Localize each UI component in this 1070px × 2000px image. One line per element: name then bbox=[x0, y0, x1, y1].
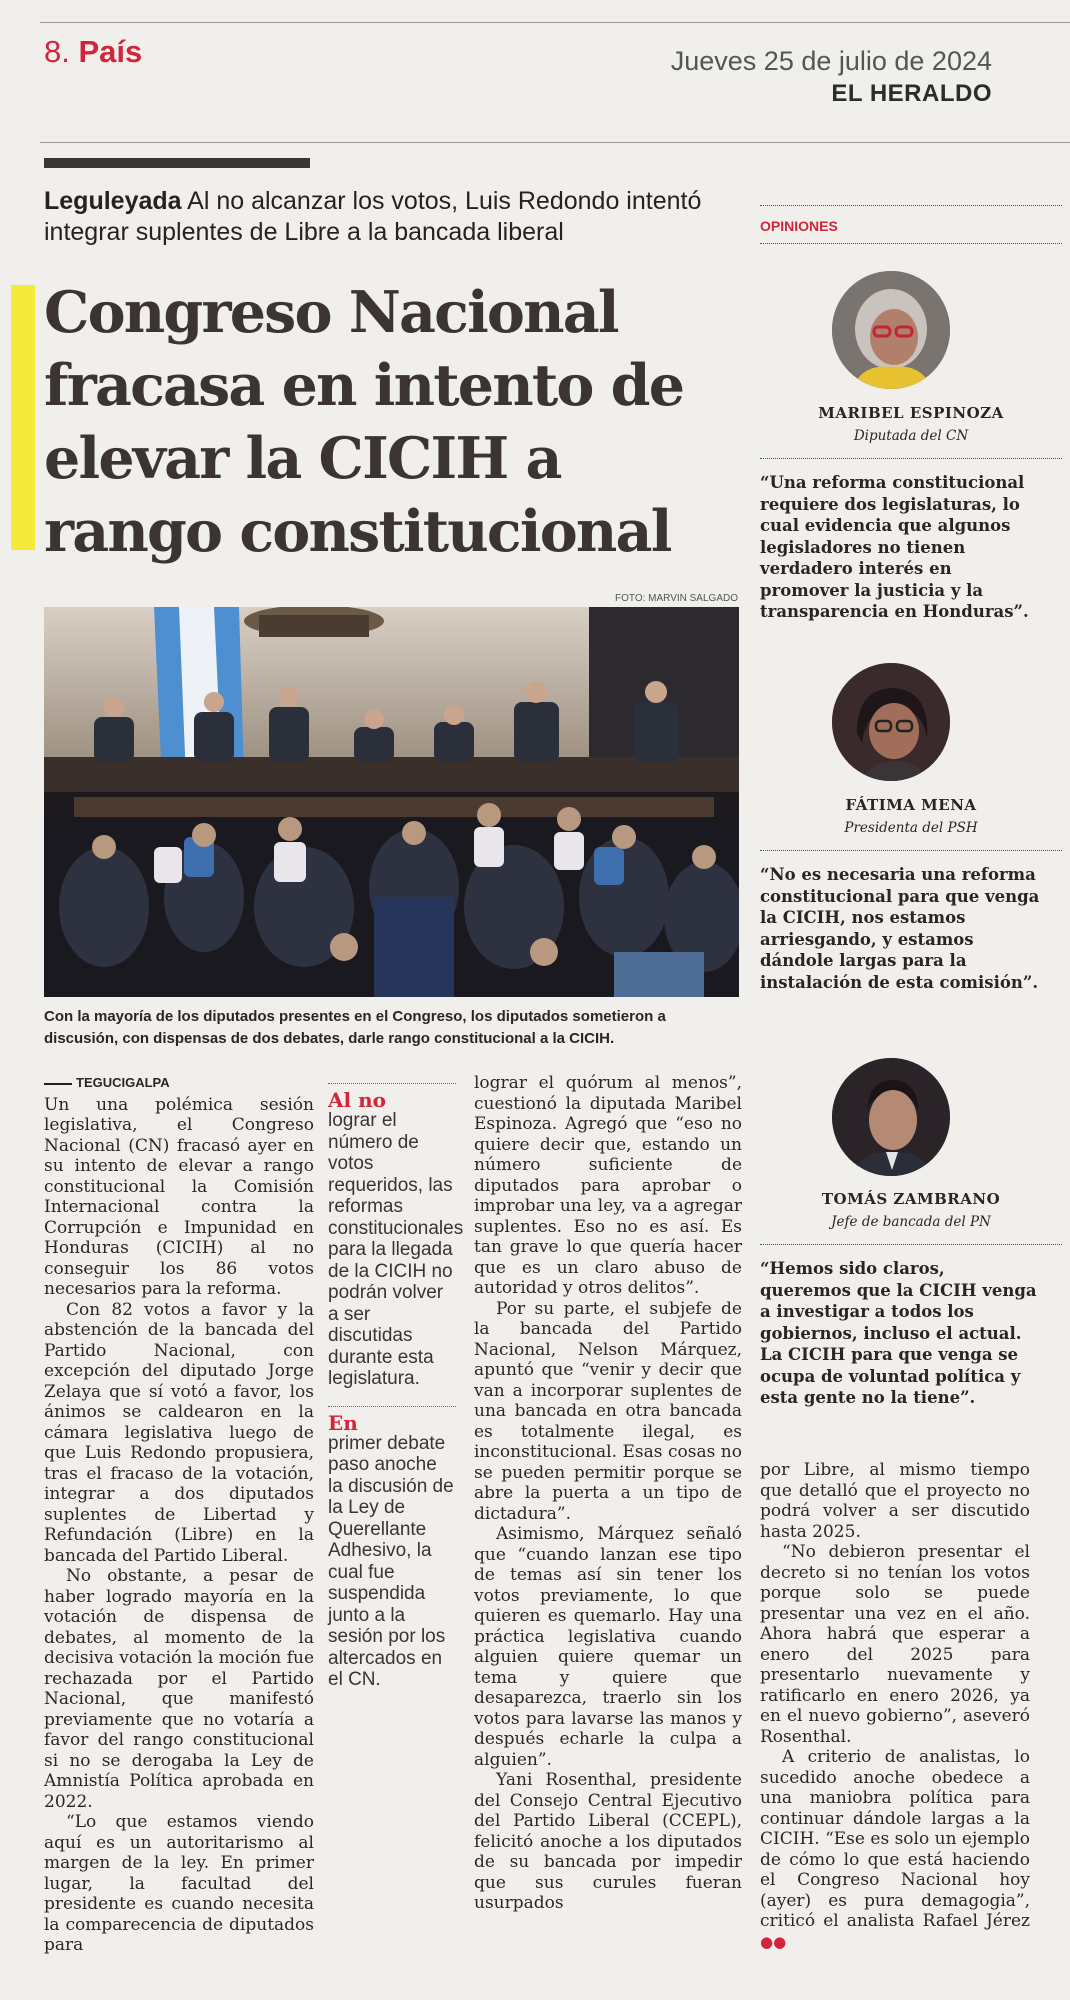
article-column-4 bbox=[760, 1460, 1030, 1952]
kicker-label: Leguleyada bbox=[44, 187, 182, 215]
opinions-rule bbox=[760, 243, 1062, 244]
section-name: País bbox=[78, 34, 143, 69]
opinion-quote: “Una reforma constitucional requiere dos legislaturas, lo cual evidencia que algunos legisladores no tienen verdadero interés en promover la justicia y la transparencia en Honduras”. bbox=[760, 473, 1029, 621]
article-last-sentence: A criterio de analistas, lo sucedido anoche obedece a una maniobra política para continuar dándole largas a la CICIH. “Ese es solo un ejemplo de cómo lo que está haciendo el Congreso Nacional hoy (ayer) es pura demagogia”, criticó el analista Rafael Jérez bbox=[760, 1747, 1030, 1931]
sidebar-rule bbox=[328, 1083, 456, 1084]
article-paragraph: Con 82 votos a favor y la abstención de la bancada del Partido Nacional, con excepción del diputado Jorge Zelaya que sí votó a favor, los ánimos se caldearon en la cámara legislativa luego de que Luis Redondo propusiera, tras el fracaso de la votación, integrar a dos diputados suplentes de Libertad y Refundación (Libre) en la bancada del Partido Liberal. bbox=[44, 1299, 314, 1566]
headline: Congreso Nacional fracasa en intento de elevar la CICIH a rango constitucional bbox=[44, 279, 684, 565]
congress-session-photo bbox=[44, 607, 739, 997]
article-paragraph: Por su parte, el subjefe de la bancada del Partido Nacional, Nelson Márquez, apuntó que “venir y decir que van a incorporar suplentes de una bancada en otra bancada es totalmente ilegal, es inconstitucional. Esas cosas no se pueden permitir porque se abre la puerta a un tipo de dictadura”. bbox=[474, 1298, 742, 1524]
portrait-illustration bbox=[832, 1058, 950, 1176]
portrait-illustration bbox=[832, 271, 950, 389]
page-number-value: 8. bbox=[44, 34, 70, 69]
opinion-role: Jefe de bancada del PN bbox=[831, 1214, 991, 1230]
opinion-rule bbox=[760, 850, 1062, 851]
article-paragraph: “No debieron presentar el decreto si no tenían los votos porque solo se puede presentar una vez en el año. Ahora habrá que esperar a enero del 2025 para presentarlo nuevamente y ratificarlo en enero 2026, ya en el nuevo gobierno”, aseveró Rosenthal. bbox=[760, 1542, 1030, 1747]
sidebar-facts bbox=[328, 1083, 464, 1707]
sidebar-fact-head: En bbox=[328, 1410, 358, 1435]
opinion-role: Diputada del CN bbox=[853, 428, 969, 444]
article-paragraph: “Lo que estamos viendo aquí es un autoritarismo al margen de la ley. En primer lugar, la facultad del presidente es cuando necesita la comparecencia de diputados para bbox=[44, 1812, 314, 1955]
end-of-article-mark: ●● bbox=[760, 1932, 787, 1951]
opinion-rule bbox=[760, 1244, 1062, 1245]
article-paragraph: No obstante, a pesar de haber logrado mayoría en la votación de dispensa de debates, al momento de la decisiva votación la moción fue rechazada por el Partido Nacional, que manifestó previamente que no votaría a favor del rango constitucional si no se derogaba la Ley de Amnistía Política aprobada en 2022. bbox=[44, 1566, 314, 1812]
opinion-name: TOMÁS ZAMBRANO bbox=[821, 1190, 1001, 1208]
article-paragraph: Asimismo, Márquez señaló que “cuando lanzan ese tipo de temas así sin tener los votos previamente, lo que quieren es quemarlo. Hay una práctica legislativa cuando alguien quiere quemar un tema y quiere que desaparezca, traerlo sin los votos para lavarse las manos y después echarle la culpa a alguien”. bbox=[474, 1524, 742, 1770]
photo-credit: FOTO: MARVIN SALGADO bbox=[615, 593, 738, 604]
opinion-quote: “Hemos sido claros, queremos que la CICIH venga a investigar a todos los gobiernos, incluso el actual. La CICIH para que venga se ocupa de voluntad política y esta gente no la tiene”. bbox=[760, 1259, 1037, 1407]
opinion-name: FÁTIMA MENA bbox=[845, 796, 977, 814]
newspaper-name: EL HERALDO bbox=[831, 80, 992, 107]
article-paragraph bbox=[760, 1747, 1030, 1952]
opinions-label: OPINIONES bbox=[760, 218, 838, 234]
opinion-quote: “No es necesaria una reforma constitucional para que venga la CICIH, nos estamos arriesgando, y estamos dándole largas para la instalación de esta comisión”. bbox=[760, 865, 1040, 992]
header-rule bbox=[40, 142, 1070, 143]
kicker-text: Al no alcanzar los votos, Luis Redondo intentó integrar suplentes de Libre a la bancada liberal bbox=[44, 187, 702, 246]
sidebar-fact-text: lograr el número de votos requeridos, las reformas constitucionales para la llegada de la CICIH no podrán volver a ser discutidas durante esta legislatura. bbox=[328, 1110, 464, 1389]
kicker-bar bbox=[44, 158, 310, 168]
opinion-rule bbox=[760, 458, 1062, 459]
article-column-3 bbox=[474, 1073, 742, 1914]
opinions-top-rule bbox=[760, 205, 1062, 206]
article-column-1 bbox=[44, 1073, 314, 1956]
avatar-maribel-espinoza bbox=[832, 271, 950, 389]
article-paragraph: por Libre, al mismo tiempo que detalló que el proyecto no podrá volver a ser discutido hasta 2025. bbox=[760, 1460, 1030, 1542]
photo-caption: Con la mayoría de los diputados presentes en el Congreso, los diputados sometieron a discusión, con dispensas de dos debates, darle rango constitucional a la CICIH. bbox=[44, 1008, 666, 1047]
sidebar-fact-head: Al no bbox=[328, 1088, 386, 1112]
top-rule bbox=[40, 22, 1070, 23]
page-number bbox=[44, 34, 142, 70]
sidebar-rule bbox=[328, 1406, 456, 1407]
article-paragraph: lograr el quórum al menos”, cuestionó la diputada Maribel Espinoza. Agregó que “eso no quiere decir que, estando un número suficiente de diputados para aprobar o improbar una ley, va a agregar suplentes. Eso no es así. Es tan grave lo que quería hacer que es un claro abuso de autoridad y otros delitos”. bbox=[474, 1073, 742, 1298]
issue-date: Jueves 25 de julio de 2024 bbox=[670, 46, 992, 76]
article-paragraph: Un una polémica sesión legislativa, el Congreso Nacional (CN) fracasó ayer en su intento de elevar a rango constitucional la Comisión Internacional contra la Corrupción e Impunidad en Honduras (CICIH) al no conseguir los 86 votos necesarios para la reforma. bbox=[44, 1094, 314, 1299]
avatar-fatima-mena bbox=[832, 663, 950, 781]
article-paragraph: Yani Rosenthal, presidente del Consejo Central Ejecutivo del Partido Liberal (CCEPL), felicitó anoche a los diputados de su bancada por impedir que sus curules fueran usurpados bbox=[474, 1770, 742, 1913]
kicker bbox=[44, 186, 754, 248]
opinion-name: MARIBEL ESPINOZA bbox=[818, 404, 1004, 422]
photo-illustration bbox=[44, 607, 739, 997]
sidebar-fact-text: primer debate paso anoche la discusión de la Ley de Querellante Adhesivo, la cual fue suspendida junto a la sesión por los altercados en el CN. bbox=[328, 1432, 454, 1690]
opinion-role: Presidenta del PSH bbox=[844, 820, 978, 836]
portrait-illustration bbox=[832, 663, 950, 781]
avatar-tomas-zambrano bbox=[832, 1058, 950, 1176]
highlighter-mark bbox=[11, 285, 35, 550]
article-dateline: TEGUCIGALPA bbox=[44, 1073, 314, 1094]
